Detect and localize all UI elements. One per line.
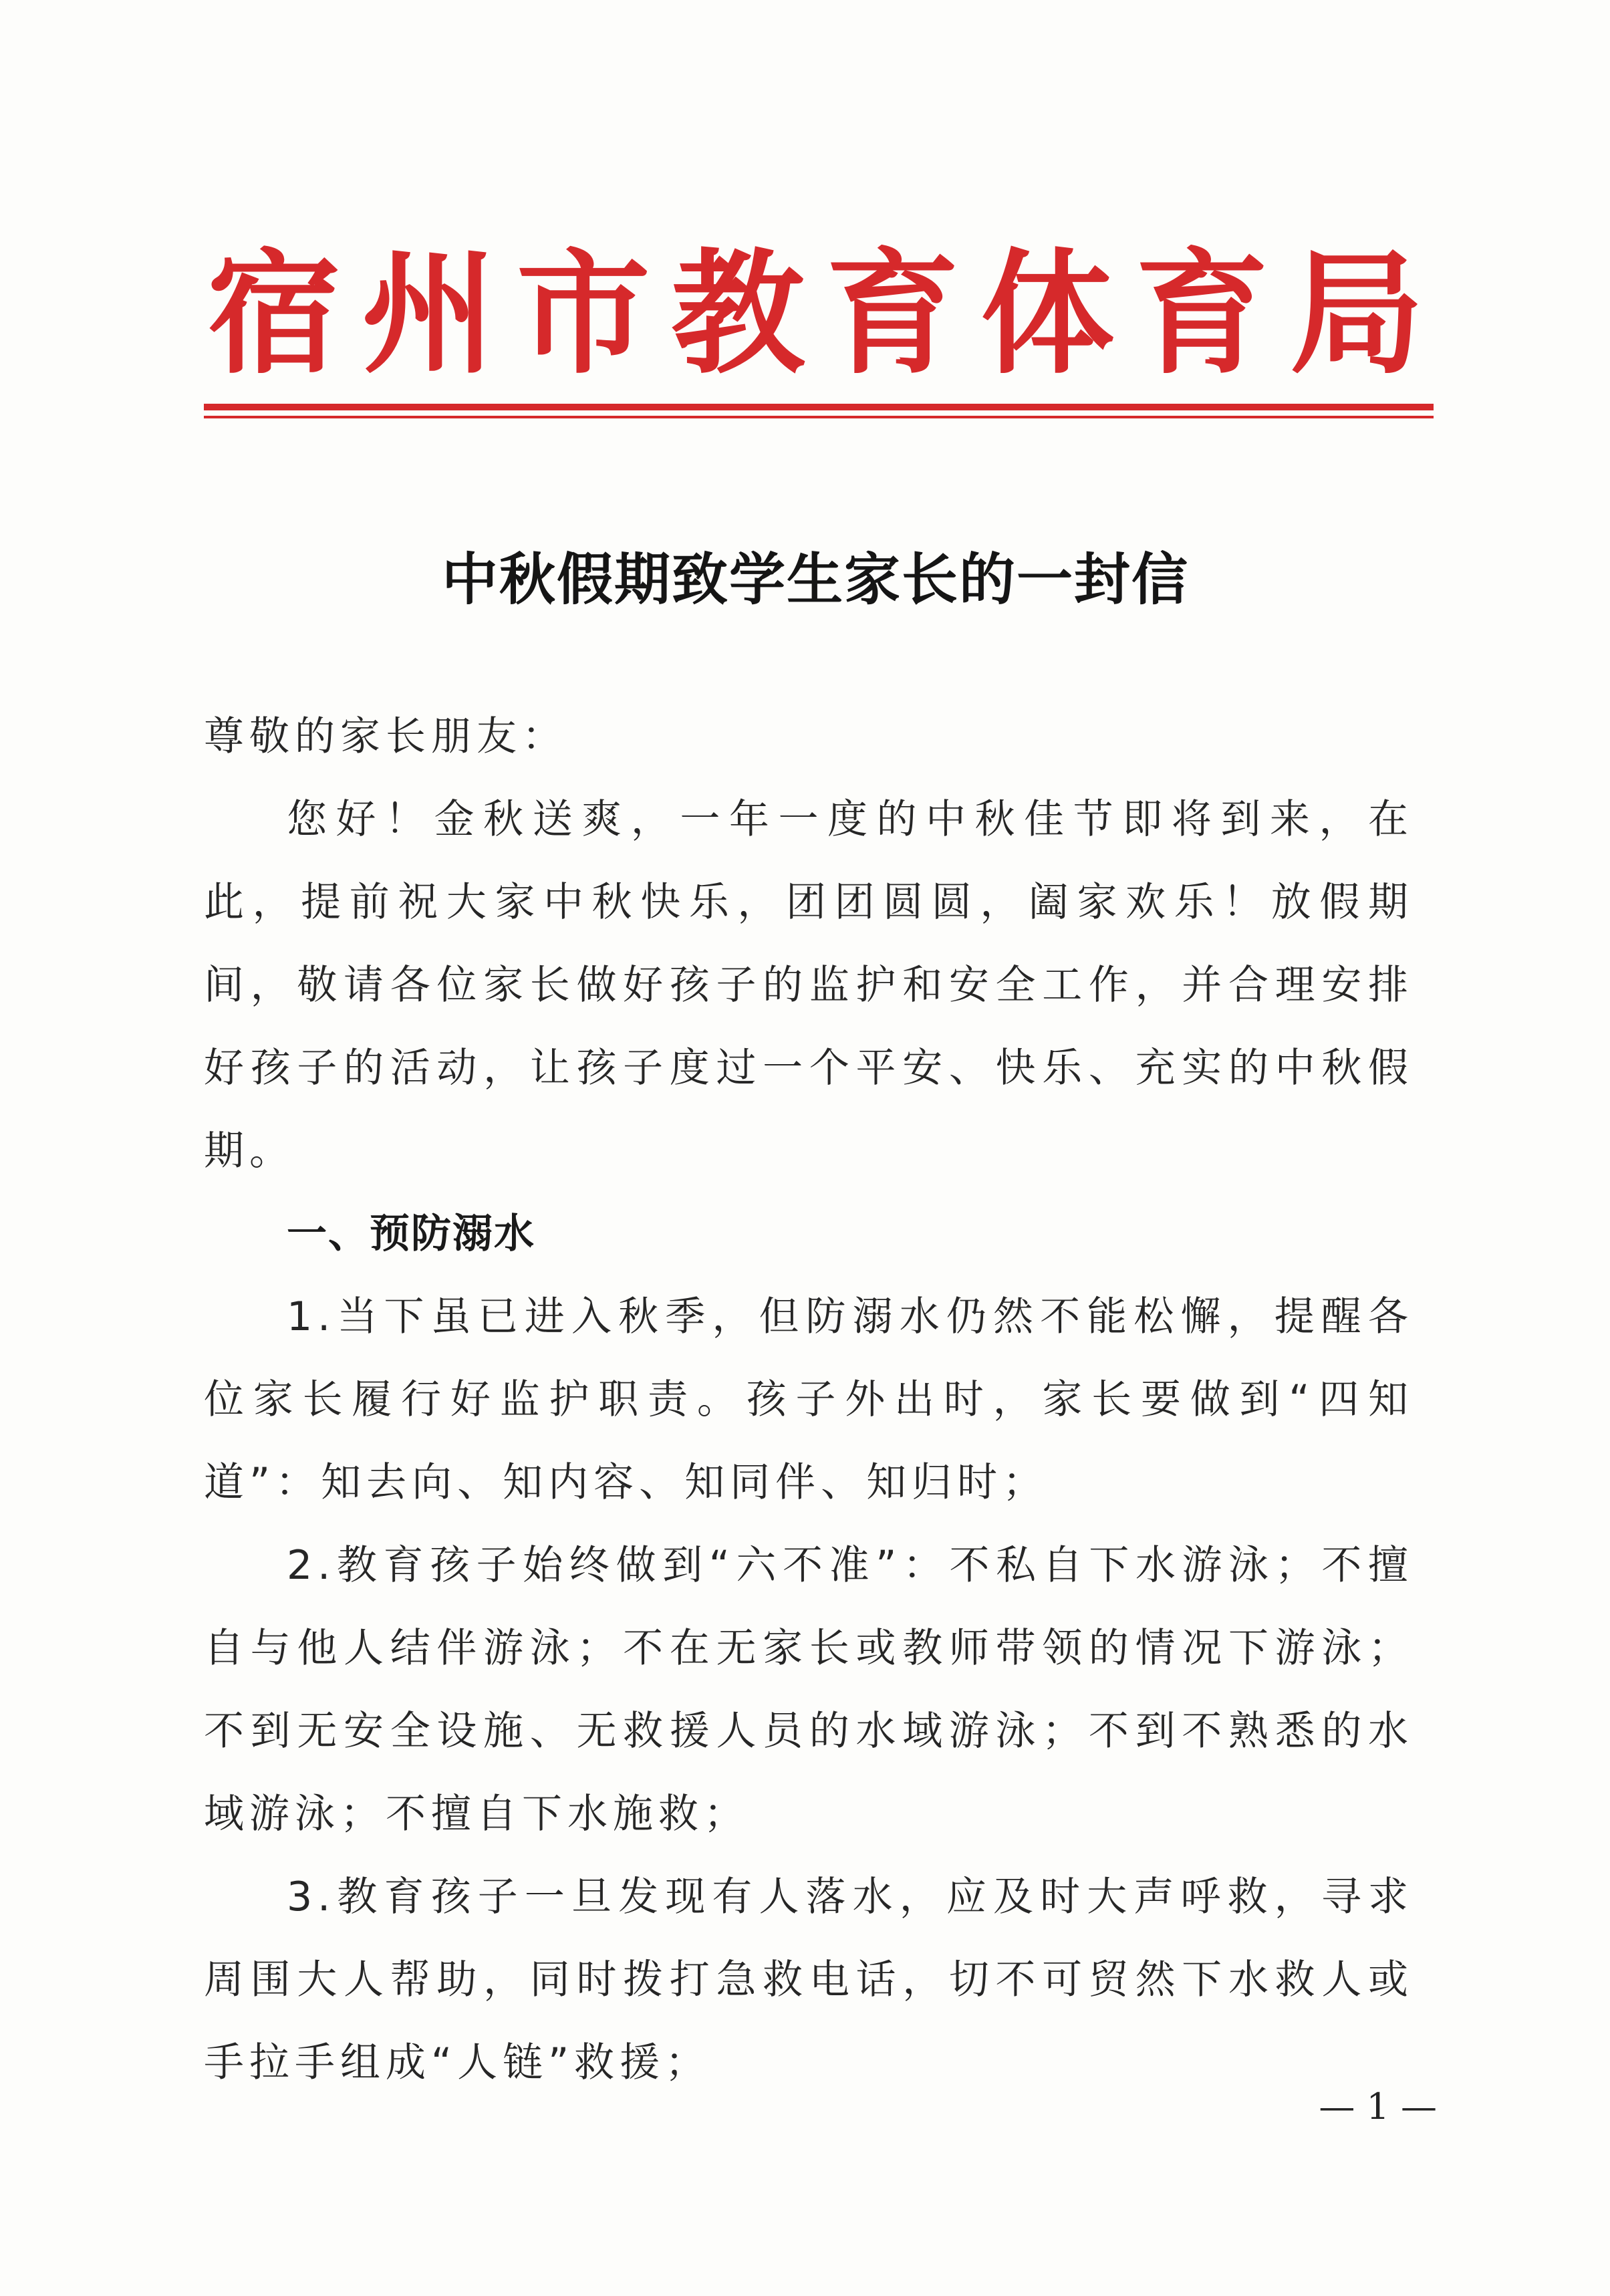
masthead-divider-thin (204, 416, 1434, 418)
masthead-char: 育 (1135, 235, 1269, 392)
masthead-char: 体 (980, 235, 1115, 392)
masthead-char: 市 (516, 235, 650, 392)
salutation: 尊敬的家长朋友： (204, 713, 567, 760)
issuer-masthead (200, 234, 1430, 394)
letter-body (204, 695, 1414, 2104)
masthead-divider-thick (204, 404, 1434, 410)
list-item: 2.教育孩子始终做到“六不准”：不私自下水游泳；不擅自与他人结伴游泳；不在无家长或教师带领的情况下游泳；不到无安全设施、无救援人员的水域游泳；不到不熟悉的水域游泳；不擅自下水施救； (204, 1542, 1414, 1837)
page-number: — 1 — (1319, 2085, 1437, 2128)
list-item: 3.教育孩子一旦发现有人落水，应及时大声呼救，寻求周围大人帮助，同时拨打急救电话，切不可贸然下水救人或手拉手组成“人链”救援； (204, 1874, 1414, 2086)
masthead-char: 育 (825, 235, 960, 392)
document-title: 中秋假期致学生家长的一封信 (441, 546, 1189, 612)
intro-paragraph: 您好！金秋送爽，一年一度的中秋佳节即将到来，在此，提前祝大家中秋快乐，团团圆圆，阖家欢乐！放假期间，敬请各位家长做好孩子的监护和安全工作，并合理安排好孩子的活动，让孩子度过一个平安、快乐、充实的中秋假期。 (204, 796, 1414, 1174)
list-item: 1.当下虽已进入秋季，但防溺水仍然不能松懈，提醒各位家长履行好监护职责。孩子外出时，家长要做到“四知道”：知去向、知内容、知同伴、知归时； (204, 1293, 1414, 1506)
section-heading: 一、预防溺水 (287, 1210, 535, 1257)
masthead-char: 教 (671, 235, 805, 392)
masthead-char: 州 (362, 235, 496, 392)
masthead-char: 局 (1289, 235, 1424, 392)
masthead-char: 宿 (207, 235, 341, 392)
